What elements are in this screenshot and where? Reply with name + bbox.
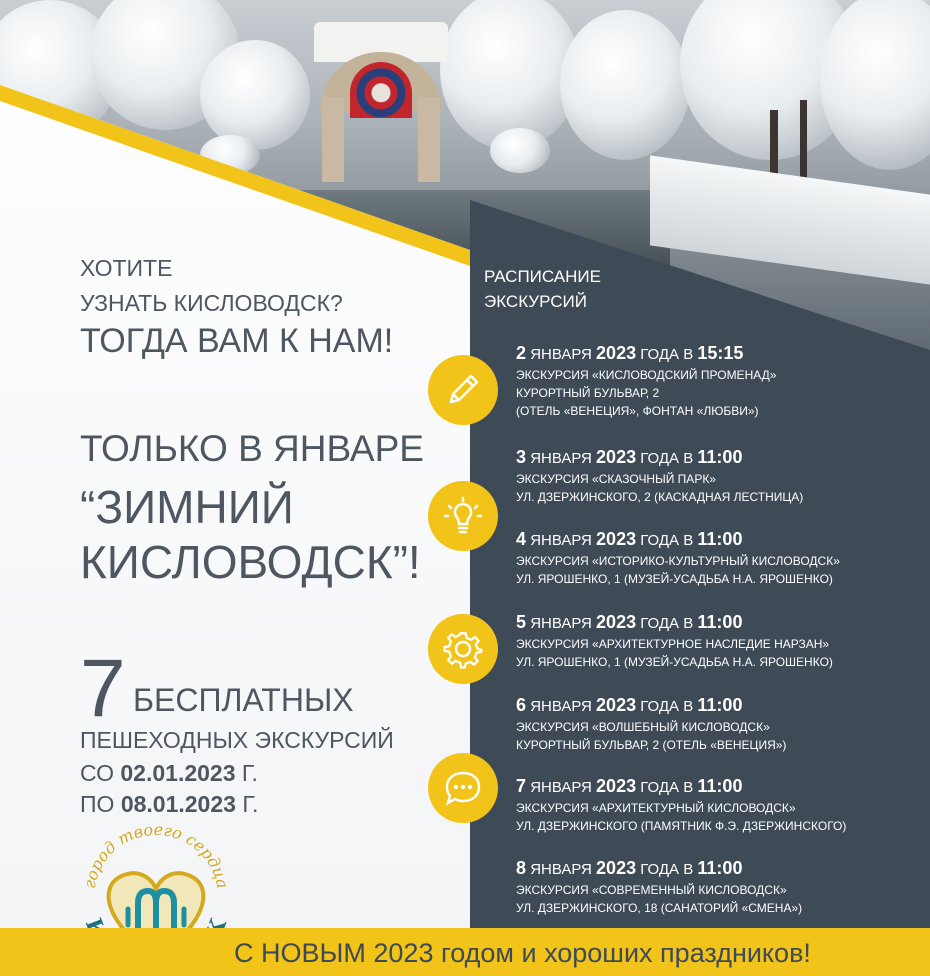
pencil-icon xyxy=(428,355,498,425)
event-title: ЭКСКУРСИЯ «ВОЛШЕБНЫЙ КИСЛОВОДСК» xyxy=(516,720,770,734)
promo-line-2: “ЗИМНИЙ xyxy=(80,481,294,533)
logo-tagline: город твоего сердца xyxy=(79,825,233,890)
date-from: СО 02.01.2023 Г. xyxy=(80,760,258,786)
event-address: КУРОРТНЫЙ БУЛЬВАР, 2 (ОТЕЛЬ «ВЕНЕЦИЯ») xyxy=(516,738,787,752)
event-title: ЭКСКУРСИЯ «АРХИТЕКТУРНЫЙ КИСЛОВОДСК» xyxy=(516,801,796,815)
footer-greeting: С НОВЫМ 2023 годом и хороших праздников! xyxy=(234,938,811,968)
event-date: 2 ЯНВАРЯ 2023 ГОДА В 15:15 xyxy=(516,343,744,363)
event-date: 8 ЯНВАРЯ 2023 ГОДА В 11:00 xyxy=(516,858,743,878)
event-date: 7 ЯНВАРЯ 2023 ГОДА В 11:00 xyxy=(516,776,743,796)
event-item xyxy=(516,611,916,671)
chat-bubble-icon xyxy=(428,753,498,823)
event-address: УЛ. ДЗЕРЖИНСКОГО, 2 (КАСКАДНАЯ ЛЕСТНИЦА) xyxy=(516,490,804,504)
promo-line-3: КИСЛОВОДСК”! xyxy=(80,536,421,588)
event-title: ЭКСКУРСИЯ «АРХИТЕКТУРНОЕ НАСЛЕДИЕ НАРЗАН» xyxy=(516,637,830,651)
question-answer: ТОГДА ВАМ К НАМ! xyxy=(80,322,394,360)
event-title: ЭКСКУРСИЯ «КИСЛОВОДСКИЙ ПРОМЕНАД» xyxy=(516,368,777,382)
event-title: ЭКСКУРСИЯ «ИСТОРИКО-КУЛЬТУРНЫЙ КИСЛОВОДСК» xyxy=(516,554,840,568)
event-item xyxy=(516,446,916,506)
gear-icon xyxy=(428,614,498,684)
event-address-detail: (ОТЕЛЬ «ВЕНЕЦИЯ», ФОНТАН «ЛЮБВИ») xyxy=(516,404,759,418)
excursion-count-label: БЕСПЛАТНЫХ xyxy=(133,682,354,718)
arch-monument xyxy=(318,22,444,182)
event-date: 4 ЯНВАРЯ 2023 ГОДА В 11:00 xyxy=(516,529,743,549)
question-line-1: ХОТИТЕ xyxy=(80,255,173,281)
date-to: ПО 08.01.2023 Г. xyxy=(80,791,259,817)
event-item xyxy=(516,857,916,917)
event-address: УЛ. ДЗЕРЖИНСКОГО (ПАМЯТНИК Ф.Э. ДЗЕРЖИНСКОГО) xyxy=(516,819,847,833)
excursion-type: ПЕШЕХОДНЫХ ЭКСКУРСИЙ xyxy=(80,727,394,753)
event-date: 5 ЯНВАРЯ 2023 ГОДА В 11:00 xyxy=(516,612,743,632)
svg-text:город твоего сердца xyxy=(80,825,233,890)
event-item xyxy=(516,775,916,835)
promo-line-1: ТОЛЬКО В ЯНВАРЕ xyxy=(80,428,424,469)
event-item xyxy=(516,528,916,588)
event-item xyxy=(516,342,916,420)
event-date: 6 ЯНВАРЯ 2023 ГОДА В 11:00 xyxy=(516,695,743,715)
lightbulb-icon xyxy=(428,481,498,551)
event-address: УЛ. ДЗЕРЖИНСКОГО, 18 (САНАТОРИЙ «СМЕНА») xyxy=(516,901,803,915)
question-line-2: УЗНАТЬ КИСЛОВОДСК? xyxy=(80,290,343,316)
event-date: 3 ЯНВАРЯ 2023 ГОДА В 11:00 xyxy=(516,447,743,467)
event-address: КУРОРТНЫЙ БУЛЬВАР, 2 xyxy=(516,386,660,400)
event-address: УЛ. ЯРОШЕНКО, 1 (МУЗЕЙ-УСАДЬБА Н.А. ЯРОШЕНКО) xyxy=(516,655,833,669)
event-item xyxy=(516,694,916,754)
event-title: ЭКСКУРСИЯ «СКАЗОЧНЫЙ ПАРК» xyxy=(516,472,716,486)
schedule-title-line-1: РАСПИСАНИЕ xyxy=(484,267,601,286)
event-address: УЛ. ЯРОШЕНКО, 1 (МУЗЕЙ-УСАДЬБА Н.А. ЯРОШЕНКО) xyxy=(516,572,833,586)
excursion-count: 7 xyxy=(80,643,126,734)
event-title: ЭКСКУРСИЯ «СОВРЕМЕННЫЙ КИСЛОВОДСК» xyxy=(516,883,787,897)
schedule-title-line-2: ЭКСКУРСИЙ xyxy=(484,292,587,311)
